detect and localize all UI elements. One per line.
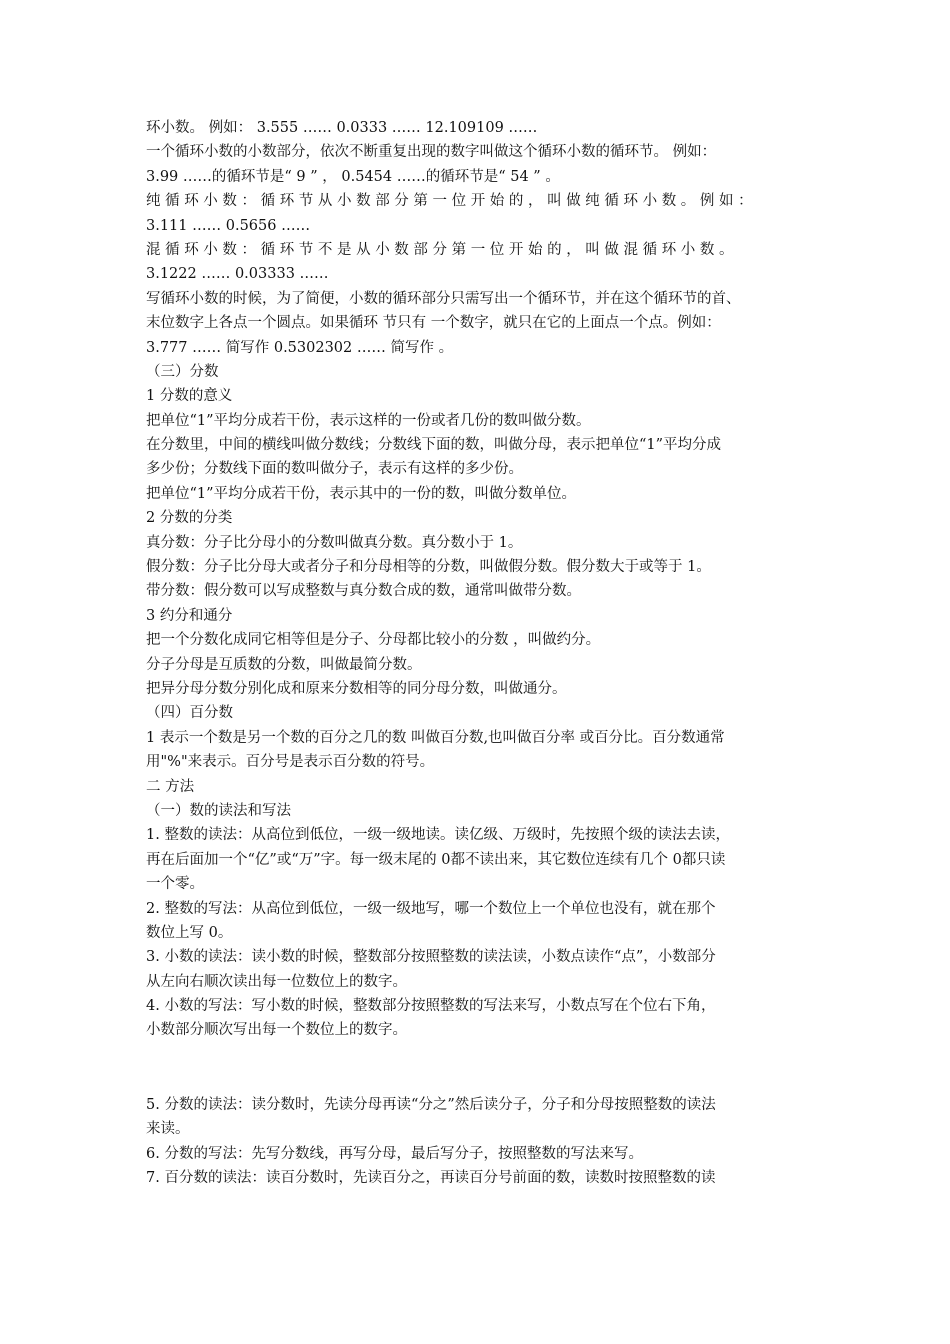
text-line: 2. 整数的写法：从高位到低位，一级一级地写，哪一个数位上一个单位也没有，就在那个	[146, 900, 716, 917]
section-heading: （四）百分数	[146, 705, 233, 722]
blank-gap	[146, 1043, 812, 1093]
text-line: 1. 整数的读法：从高位到低位，一级一级地读。读亿级、万级时，先按照个级的读法去读，	[146, 827, 730, 844]
document-body	[146, 116, 812, 1190]
text-line: 从左向右顺次读出每一位数位上的数字。	[146, 973, 407, 990]
section-heading: （三）分数	[146, 363, 219, 380]
text-line: 1 表示一个数是另一个数的百分之几的数 叫做百分数,也叫做百分率 或百分比。百分数通常	[146, 729, 725, 746]
text-line: 在分数里，中间的横线叫做分数线；分数线下面的数，叫做分母，表示把单位“1”平均分成	[146, 437, 722, 454]
text-line: 6. 分数的写法：先写分数线，再写分母，最后写分子，按照整数的写法来写。	[146, 1145, 643, 1162]
subsection-heading: 3 约分和通分	[146, 607, 233, 624]
subsection-heading: 2 分数的分类	[146, 510, 233, 527]
text-line: 3.1222 …… 0.03333 ……	[146, 266, 329, 283]
text-line: 3.777 …… 简写作 0.5302302 …… 简写作 。	[146, 339, 454, 356]
text-line: 纯循环小数：循环节从小数部分第一位开始的，叫做纯循环小数。例如：	[146, 193, 758, 210]
text-line: 小数部分顺次写出每一个数位上的数字。	[146, 1022, 407, 1039]
subsection-heading: 1 分数的意义	[146, 388, 233, 405]
text-line: 把单位“1”平均分成若干份，表示其中的一份的数，叫做分数单位。	[146, 485, 577, 502]
text-line: 把一个分数化成同它相等但是分子、分母都比较小的分数 ，叫做约分。	[146, 632, 601, 649]
text-line: 把异分母分数分别化成和原来分数相等的同分母分数，叫做通分。	[146, 680, 567, 697]
text-line: 3.111 …… 0.5656 ……	[146, 217, 311, 234]
text-line: 5. 分数的读法：读分数时，先读分母再读“分之”然后读分子，分子和分母按照整数的读法	[146, 1096, 716, 1113]
text-line: 再在后面加一个“亿”或“万”字。每一级末尾的 0都不读出来，其它数位连续有几个 0都只读	[146, 851, 726, 868]
text-line: 分子分母是互质数的分数，叫做最简分数。	[146, 656, 422, 673]
text-line: 一个循环小数的小数部分，依次不断重复出现的数字叫做这个循环小数的循环节。 例如：	[146, 144, 717, 161]
text-line: 一个零。	[146, 876, 204, 893]
text-line: 假分数：分子比分母大或者分子和分母相等的分数，叫做假分数。假分数大于或等于 1。	[146, 559, 711, 576]
section-heading: （一）数的读法和写法	[146, 802, 291, 819]
text-line: 7. 百分数的读法：读百分数时，先读百分之，再读百分号前面的数，读数时按照整数的读	[146, 1170, 716, 1187]
text-line: 环小数。 例如： 3.555 …… 0.0333 …… 12.109109 ……	[146, 120, 538, 136]
text-line: 数位上写 0。	[146, 924, 233, 941]
text-line: 3. 小数的读法：读小数的时候，整数部分按照整数的读法读，小数点读作“点”，小数部分	[146, 949, 716, 966]
text-line: 3.99 ……的循环节是“ 9 ” ， 0.5454 ……的循环节是“ 54 ” 。	[146, 168, 560, 185]
section-heading: 二 方法	[146, 778, 195, 795]
text-line: 混循环小数：循环节不是从小数部分第一位开始的，叫做混循环小数。	[146, 241, 739, 258]
text-line: 4. 小数的写法：写小数的时候，整数部分按照整数的写法来写，小数点写在个位右下角，	[146, 998, 716, 1015]
text-line: 用"%"来表示。百分号是表示百分数的符号。	[146, 754, 435, 771]
text-line: 来读。	[146, 1121, 190, 1138]
text-line: 带分数：假分数可以写成整数与真分数合成的数，通常叫做带分数。	[146, 583, 581, 600]
text-line: 写循环小数的时候，为了简便，小数的循环部分只需写出一个循环节，并在这个循环节的首、	[146, 290, 741, 307]
text-line: 末位数字上各点一个圆点。如果循环 节只有 一个数字，就只在它的上面点一个点。例如：	[146, 315, 721, 332]
text-line: 把单位“1”平均分成若干份，表示这样的一份或者几份的数叫做分数。	[146, 412, 591, 429]
text-line: 多少份；分数线下面的数叫做分子，表示有这样的多少份。	[146, 461, 523, 478]
text-line: 真分数：分子比分母小的分数叫做真分数。真分数小于 1。	[146, 534, 523, 551]
